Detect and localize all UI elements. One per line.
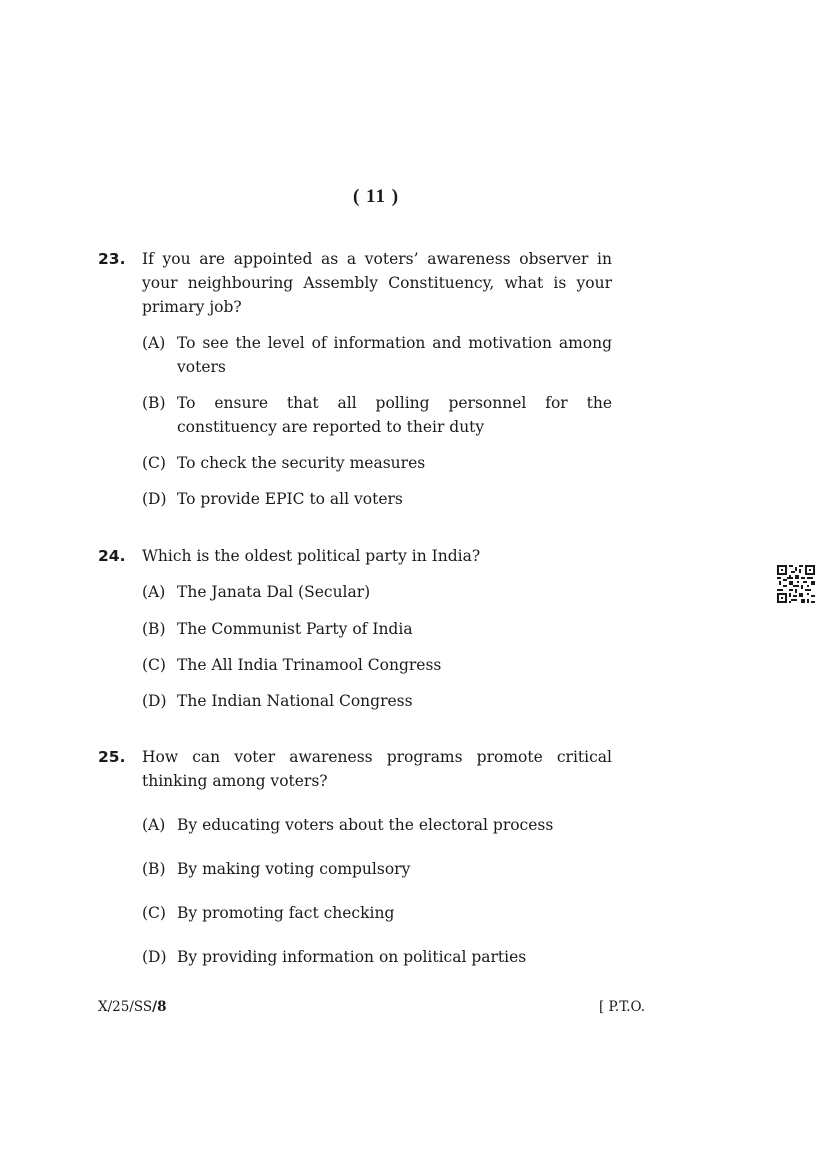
option-a bbox=[142, 813, 612, 837]
option-text: By making voting compulsory bbox=[177, 860, 411, 878]
question-text: How can voter awareness programs promote critical thinking among voters? bbox=[142, 748, 612, 790]
option-d bbox=[142, 689, 612, 713]
option-letter: (A) bbox=[142, 583, 166, 601]
option-c bbox=[142, 901, 612, 925]
option-text: The Janata Dal (Secular) bbox=[177, 583, 371, 601]
option-letter: (D) bbox=[142, 948, 167, 966]
question-number: 25. bbox=[98, 748, 126, 766]
option-b bbox=[142, 857, 612, 881]
option-text: To check the security measures bbox=[177, 454, 426, 472]
option-letter: (A) bbox=[142, 816, 166, 834]
option-text: To provide EPIC to all voters bbox=[177, 490, 403, 508]
option-d bbox=[142, 487, 612, 511]
option-letter: (B) bbox=[142, 394, 166, 412]
option-b bbox=[142, 617, 612, 641]
option-letter: (B) bbox=[142, 620, 166, 638]
option-text: The Communist Party of India bbox=[177, 620, 413, 638]
option-text: To ensure that all polling personnel for the constituency are reported to their duty bbox=[177, 394, 612, 436]
option-letter: (C) bbox=[142, 904, 166, 922]
option-b bbox=[142, 391, 612, 439]
question-number: 23. bbox=[98, 250, 126, 268]
paper-code-suffix: /8 bbox=[152, 999, 167, 1015]
option-c bbox=[142, 653, 612, 677]
option-letter: (D) bbox=[142, 490, 167, 508]
question-text: Which is the oldest political party in India? bbox=[142, 547, 481, 565]
question-23 bbox=[98, 247, 612, 511]
option-letter: (A) bbox=[142, 334, 166, 352]
option-letter: (B) bbox=[142, 860, 166, 878]
question-text: If you are appointed as a voters’ awareness observer in your neighbouring Assembly Constituency, what is your primary job? bbox=[142, 250, 612, 316]
pto-label: [ P.T.O. bbox=[599, 999, 646, 1015]
option-d bbox=[142, 945, 612, 969]
question-24 bbox=[98, 544, 612, 713]
question-number: 24. bbox=[98, 547, 126, 565]
option-letter: (D) bbox=[142, 692, 167, 710]
option-text: The All India Trinamool Congress bbox=[177, 656, 442, 674]
option-text: By educating voters about the electoral process bbox=[177, 816, 554, 834]
option-a bbox=[142, 331, 612, 379]
option-letter: (C) bbox=[142, 656, 166, 674]
option-text: By providing information on political parties bbox=[177, 948, 527, 966]
option-text: To see the level of information and motivation among voters bbox=[177, 334, 612, 376]
option-text: The Indian National Congress bbox=[177, 692, 413, 710]
paper-code bbox=[98, 999, 166, 1015]
option-text: By promoting fact checking bbox=[177, 904, 395, 922]
question-25 bbox=[98, 745, 612, 969]
option-c bbox=[142, 451, 612, 475]
paper-code-prefix: X/25/SS bbox=[98, 999, 153, 1015]
option-a bbox=[142, 580, 612, 604]
qr-code-icon bbox=[777, 565, 815, 603]
page-number: ( 11 ) bbox=[352, 186, 400, 207]
option-letter: (C) bbox=[142, 454, 166, 472]
